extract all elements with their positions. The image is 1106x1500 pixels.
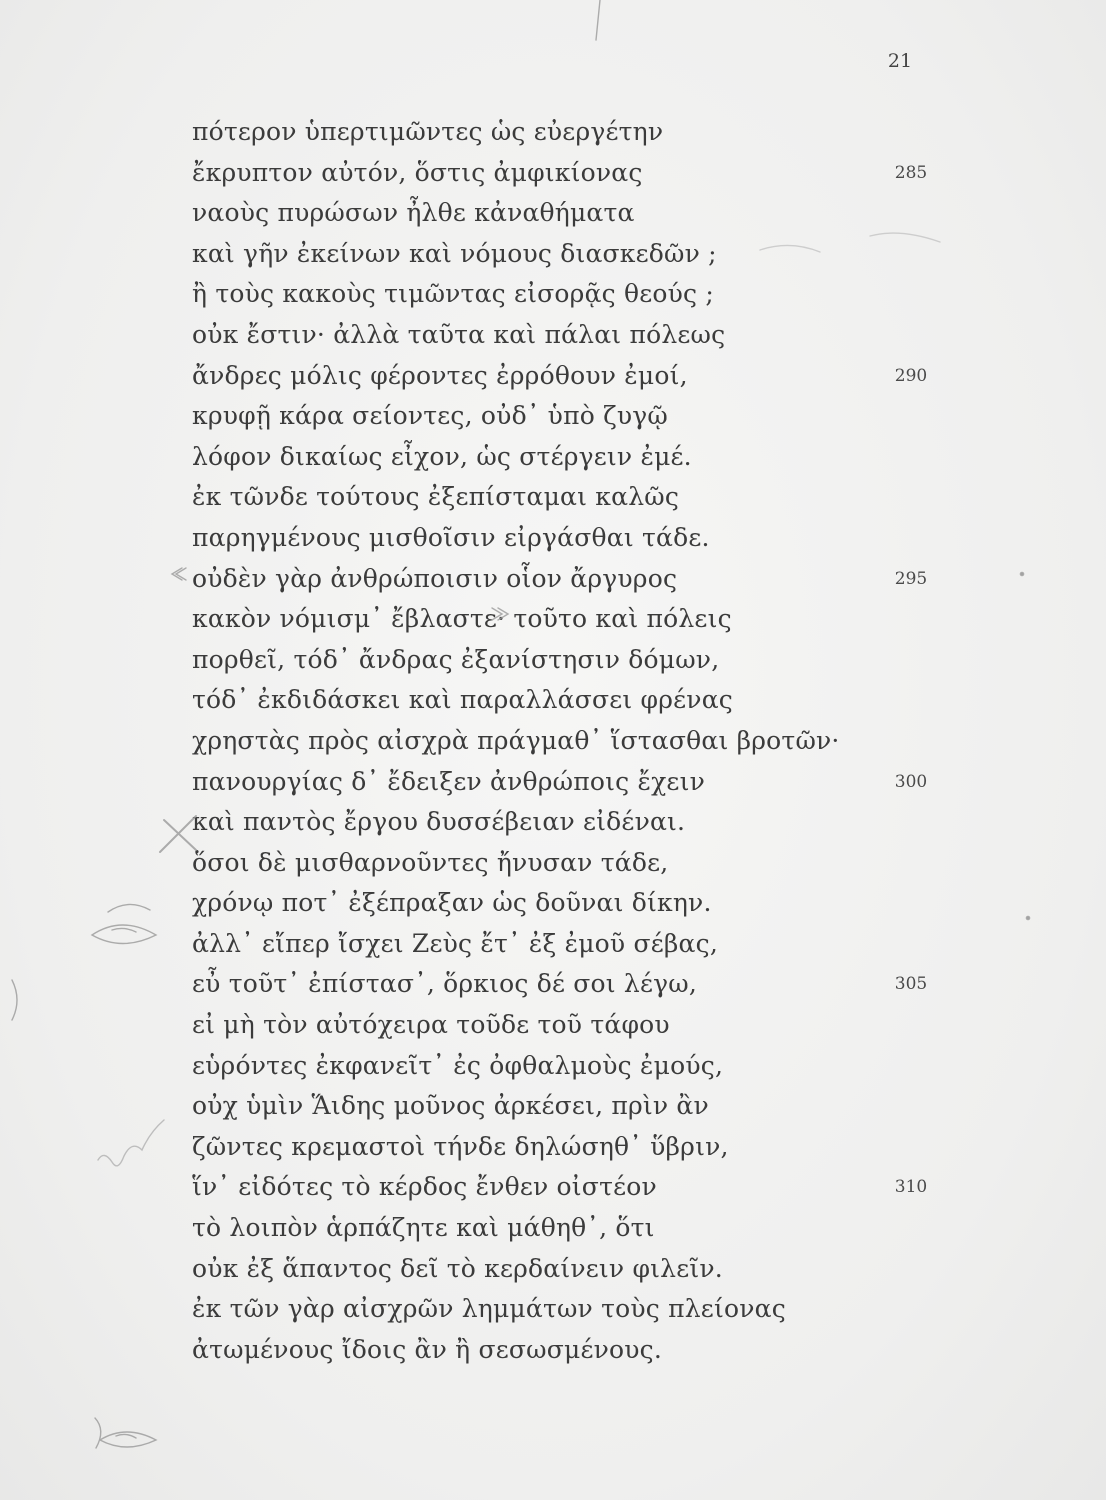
- verse-text: ἀτωμένους ἴδοις ἂν ἢ σεσωσμένους.: [192, 1334, 663, 1364]
- verse-text: ἵν᾽ εἰδότες τὸ κέρδος ἔνθεν οἰστέον: [192, 1172, 657, 1202]
- line-number: 285: [894, 162, 928, 183]
- pencil-curve: [95, 1418, 101, 1448]
- verse-text: λόφον δικαίως εἶχον, ὡς στέργειν ἐμέ.: [192, 441, 692, 471]
- verse-line: [192, 1167, 1052, 1208]
- verse-line: [192, 559, 1052, 600]
- pencil-stroke: [596, 0, 600, 40]
- verse-line: [192, 1005, 1052, 1046]
- verse-line: [192, 1208, 1052, 1249]
- verse-text: οὐχ ὑμὶν Ἅιδης μοῦνος ἀρκέσει, πρὶν ἂν: [192, 1091, 709, 1121]
- line-number: 290: [894, 365, 928, 386]
- verse-line: [192, 396, 1052, 437]
- eye-sketch-upper: [92, 925, 156, 944]
- verse-text: καὶ παντὸς ἔργου δυσσέβειαν εἰδέναι.: [192, 807, 686, 837]
- verse-text: χρόνῳ ποτ᾽ ἐξέπραξαν ὡς δοῦναι δίκην.: [192, 888, 712, 918]
- verse-text: ἄνδρες μόλις φέροντες ἐρρόθουν ἐμοί,: [192, 360, 688, 390]
- line-number: 305: [894, 974, 928, 995]
- verse-text: ἐκ τῶν γὰρ αἰσχρῶν λημμάτων τοὺς πλείονας: [192, 1294, 786, 1324]
- verse-text: οὐκ ἔστιν· ἀλλὰ ταῦτα καὶ πάλαι πόλεως: [192, 319, 726, 349]
- verse-text: καὶ γῆν ἐκείνων καὶ νόμους διασκεδῶν ;: [192, 238, 717, 268]
- eye-sketch-brow: [108, 904, 150, 912]
- verse-text: ἢ τοὺς κακοὺς τιμῶντας εἰσορᾷς θεούς ;: [192, 279, 715, 309]
- verse-line: [192, 680, 1052, 721]
- verse-line: [192, 518, 1052, 559]
- verse-line: [192, 1249, 1052, 1290]
- line-number: 300: [894, 771, 928, 792]
- pencil-open-quote: [172, 568, 186, 580]
- verse-line: [192, 843, 1052, 884]
- verse-line: [192, 112, 1052, 153]
- verse-line: [192, 640, 1052, 681]
- verse-text: κρυφῇ κάρα σείοντες, οὐδ᾽ ὑπὸ ζυγῷ: [192, 401, 668, 431]
- pencil-x-mark: [160, 816, 196, 852]
- verse-line: [192, 437, 1052, 478]
- verse-line: [192, 762, 1052, 803]
- verse-text: εἰ μὴ τὸν αὐτόχειρα τοῦδε τοῦ τάφου: [192, 1010, 670, 1040]
- verse-text: τὸ λοιπὸν ἁρπάζητε καὶ μάθηθ᾽, ὅτι: [192, 1213, 655, 1243]
- verse-line: [192, 193, 1052, 234]
- verse-text: παρηγμένους μισθοῖσιν εἰργάσθαι τάδε.: [192, 522, 710, 552]
- verse-line: [192, 599, 1052, 640]
- verse-text: ἀλλ᾽ εἴπερ ἴσχει Ζεὺς ἔτ᾽ ἐξ ἐμοῦ σέβας,: [192, 928, 718, 958]
- verse-text: πότερον ὑπερτιμῶντες ὡς εὐεργέτην: [192, 117, 664, 146]
- verse-text: κακὸν νόμισμ᾽ ἔβλαστε· τοῦτο καὶ πόλεις: [192, 604, 732, 634]
- verse-line: [192, 356, 1052, 397]
- verse-line: [192, 1330, 1052, 1371]
- verse-text: χρηστὰς πρὸς αἰσχρὰ πράγμαθ᾽ ἵστασθαι βροτῶν·: [192, 725, 840, 755]
- verse-line: [192, 1086, 1052, 1127]
- verse-line: [192, 315, 1052, 356]
- verse-text: πανουργίας δ᾽ ἔδειξεν ἀνθρώποις ἔχειν: [192, 766, 705, 796]
- page-number: 21: [887, 50, 913, 72]
- verse-line: [192, 1127, 1052, 1168]
- verse-line: [192, 274, 1052, 315]
- verse-text: ναοὺς πυρώσων ἦλθε κἀναθήματα: [192, 198, 635, 228]
- verse-text: ζῶντες κρεμαστοὶ τήνδε δηλώσηθ᾽ ὕβριν,: [192, 1131, 729, 1161]
- verse-line: [192, 1289, 1052, 1330]
- verse-text: οὐκ ἐξ ἅπαντος δεῖ τὸ κερδαίνειν φιλεῖν.: [192, 1253, 723, 1283]
- verse-text: ἔκρυπτον αὐτόν, ὅστις ἀμφικίονας: [192, 157, 643, 187]
- verse-line: [192, 924, 1052, 965]
- verse-line: [192, 234, 1052, 275]
- verse-text: εὖ τοῦτ᾽ ἐπίστασ᾽, ὅρκιος δέ σοι λέγω,: [192, 969, 697, 999]
- verse-text: τόδ᾽ ἐκδιδάσκει καὶ παραλλάσσει φρένας: [192, 685, 733, 715]
- pencil-bracket: [12, 980, 17, 1020]
- verse-text: οὐδὲν γὰρ ἀνθρώποισιν οἷον ἄργυρος: [192, 563, 678, 593]
- line-number: 295: [894, 568, 928, 589]
- verse-line: [192, 964, 1052, 1005]
- eye-sketch-lower: [100, 1432, 156, 1447]
- verse-text: πορθεῖ, τόδ᾽ ἄνδρας ἐξανίστησιν δόμων,: [192, 644, 720, 674]
- verse-line: [192, 802, 1052, 843]
- verse-line: [192, 883, 1052, 924]
- verse-text: εὑρόντες ἐκφανεῖτ᾽ ἐς ὀφθαλμοὺς ἐμούς,: [192, 1050, 724, 1080]
- verse-line: [192, 721, 1052, 762]
- pencil-handwriting: [98, 1120, 164, 1166]
- verse-text: ἐκ τῶνδε τούτους ἐξεπίσταμαι καλῶς: [192, 482, 680, 512]
- line-number: 310: [894, 1177, 928, 1198]
- verse-line: [192, 477, 1052, 518]
- verse-text: ὅσοι δὲ μισθαρνοῦντες ἤνυσαν τάδε,: [192, 847, 669, 877]
- verse-line: [192, 1046, 1052, 1087]
- verse-list: [192, 112, 1052, 1370]
- verse-line: [192, 153, 1052, 194]
